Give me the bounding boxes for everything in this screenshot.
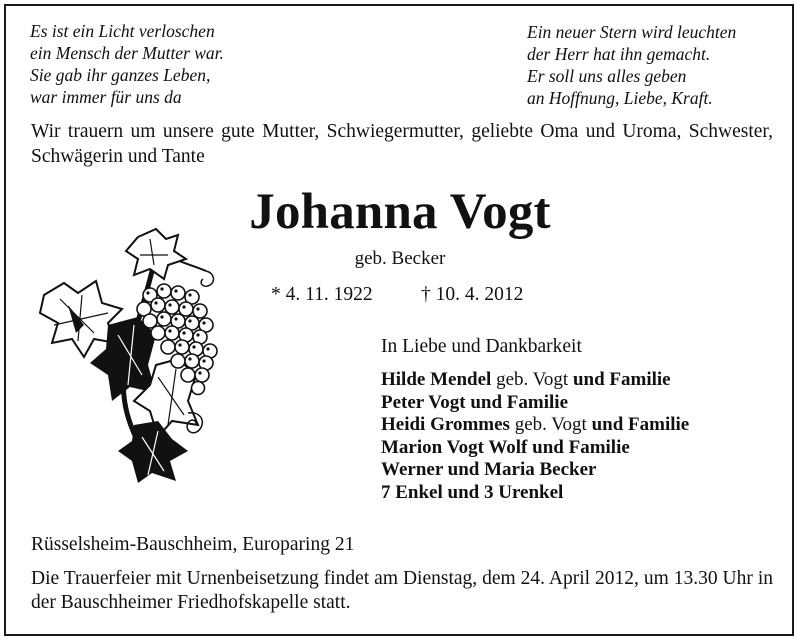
mourner-line: Marion Vogt Wolf und Familie: [381, 436, 630, 458]
poem-line: Sie gab ihr ganzes Leben,: [30, 65, 211, 85]
poem-line: an Hoffnung, Liebe, Kraft.: [527, 88, 713, 108]
maiden-name: geb. Becker: [354, 248, 446, 269]
poem-line: Es ist ein Licht verloschen: [30, 21, 215, 41]
mourner-line: Hilde Mendel geb. Vogt und Familie: [381, 369, 671, 390]
poem-left: [30, 20, 224, 108]
address-text: Rüsselsheim-Bauschheim, Europaring 21: [31, 534, 355, 555]
mourner-line: 7 Enkel und 3 Urenkel: [381, 481, 564, 503]
poem-line: ein Mensch der Mutter war.: [30, 43, 224, 63]
poem-line: Er soll uns alles geben: [527, 66, 687, 86]
thanks-text: In Liebe und Dankbarkeit: [381, 336, 582, 357]
poem-line: der Herr hat ihn gemacht.: [527, 44, 711, 64]
grapevine-icon: [38, 225, 223, 485]
intro-text: Wir trauern um unsere gute Mutter, Schwiegermutter, geliebte Oma und Uroma, Schwester, Schwägerin und Tante: [31, 121, 773, 167]
poem-line: war immer für uns da: [30, 87, 182, 107]
mourner-list: [381, 369, 689, 504]
birth-date: * 4. 11. 1922: [271, 284, 373, 305]
mourner-line: Werner und Maria Becker: [381, 459, 597, 480]
death-date: † 10. 4. 2012: [421, 284, 524, 305]
mourner-line: Peter Vogt und Familie: [381, 391, 569, 413]
service-notice: Die Trauerfeier mit Urnenbeisetzung findet am Dienstag, dem 24. April 2012, um 13.30 Uhr in der Bauschheimer Friedhofskapelle statt.: [31, 568, 773, 613]
poem-line: Ein neuer Stern wird leuchten: [527, 22, 737, 42]
mourner-line: Heidi Grommes geb. Vogt und Familie: [381, 414, 690, 435]
poem-right: [527, 21, 736, 109]
deceased-name: Johanna Vogt: [249, 184, 551, 240]
